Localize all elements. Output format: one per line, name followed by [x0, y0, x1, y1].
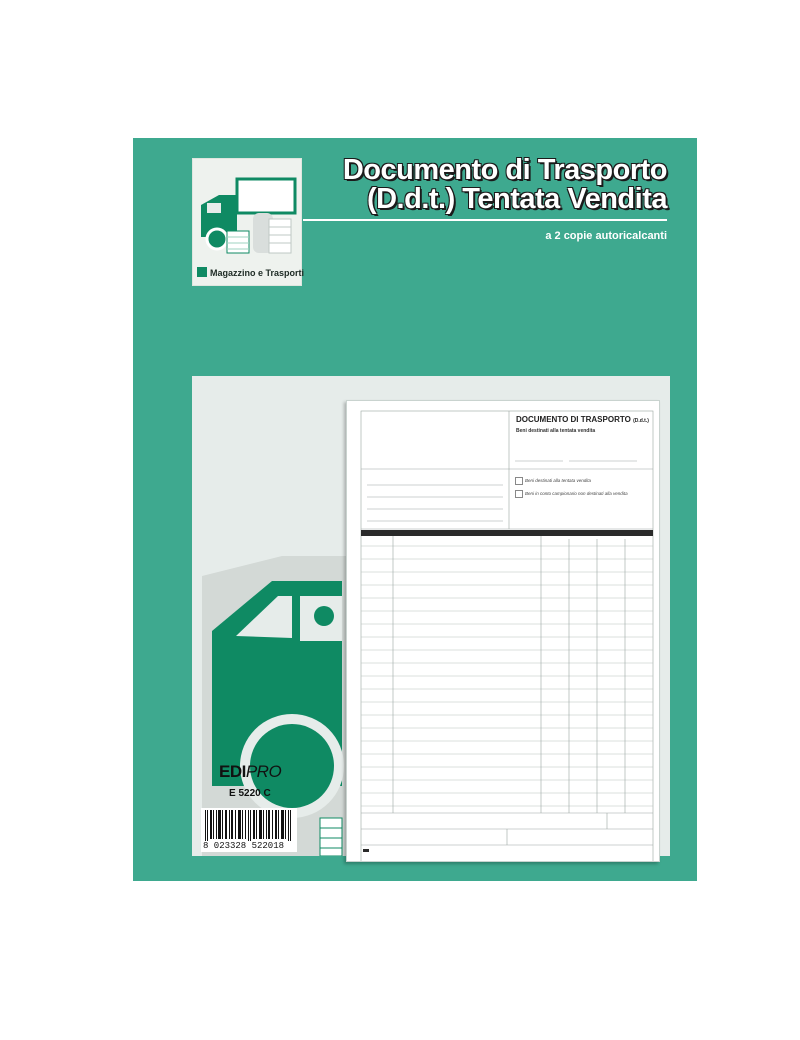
brand-logo: EDIPRO: [219, 762, 282, 781]
checkbox-2: [515, 490, 523, 498]
checkbox-1-label: Beni destinati alla tentata vendita: [525, 478, 592, 483]
barcode-number: 8 023328 522018: [203, 841, 285, 851]
truck-illustration: [192, 456, 352, 856]
form-title: DOCUMENTO DI TRASPORTO (D.d.t.): [516, 415, 649, 424]
product-code: E 5220 C: [229, 788, 271, 799]
form-grid: [347, 401, 659, 861]
cover-title: Documento di Trasporto (D.d.t.) Tentata Vendita: [342, 154, 667, 215]
category-logo: [192, 158, 305, 286]
truck-icon: [197, 165, 297, 257]
form-subtitle: Beni destinati alla tentata vendita: [516, 428, 596, 434]
checkbox-1: [515, 477, 523, 485]
barcode: [201, 808, 297, 852]
title-divider: [303, 219, 667, 221]
form-sample: [346, 400, 660, 862]
cover-subtitle: a 2 copie autoricalcanti: [545, 230, 667, 242]
category-caption: Magazzino e Trasporti: [197, 267, 304, 278]
barcode-bars: [201, 808, 297, 842]
product-cover: [133, 138, 697, 881]
checkbox-2-label: Beni in conto campionario non destinati alla vendita: [525, 491, 628, 496]
